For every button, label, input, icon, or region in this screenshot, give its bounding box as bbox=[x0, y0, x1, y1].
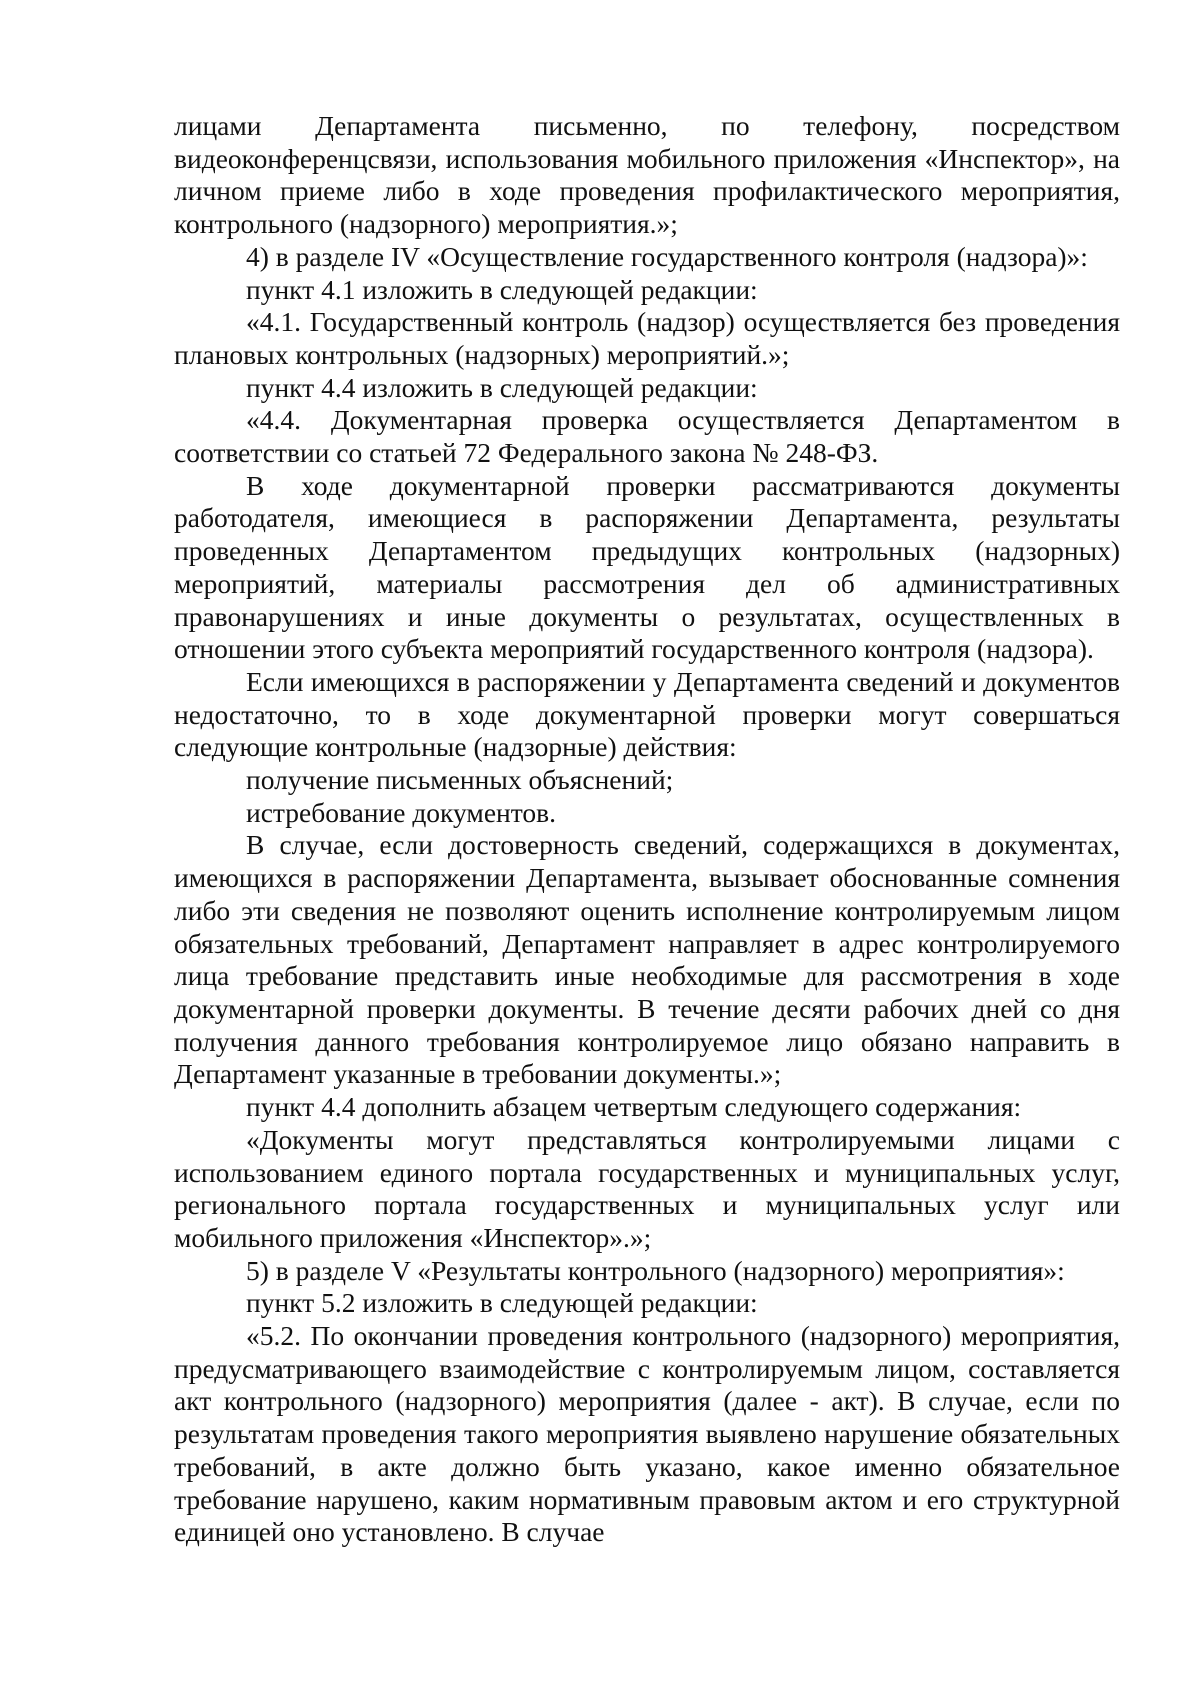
paragraph-6: «4.4. Документарная проверка осуществляется Департаментом в соответствии со статьей 72 Федерального закона № 248-ФЗ. bbox=[174, 404, 1120, 469]
paragraph-2: 4) в разделе IV «Осуществление государственного контроля (надзора)»: bbox=[246, 240, 1088, 272]
paragraph-11: В случае, если достоверность сведений, содержащихся в документах, имеющихся в распоряжении Департамента, вызывает обоснованные сомнения либо эти сведения не позволяют оценить исполнение контролируемым лицом обязательных требований, Департамент направляет в адрес контролируемого лица требование представить иные необходимые для рассмотрения в ходе документарной проверки документы. В течение десяти рабочих дней со дня получения данного требования контролируемое лицо обязано направить в Департамент указанные в требовании документы.»; bbox=[174, 829, 1120, 1090]
paragraph-10: истребование документов. bbox=[246, 796, 557, 828]
paragraph-16: «5.2. По окончании проведения контрольного (надзорного) мероприятия, предусматривающего взаимодействие с контролируемым лицом, составляется акт контрольного (надзорного) мероприятия (далее - акт). В случае, если по результатам проведения такого мероприятия выявлено нарушение обязательных требований, в акте должно быть указано, какое именно обязательное требование нарушено, каким нормативным правовым актом и его структурной единицей оно установлено. В случае bbox=[174, 1320, 1120, 1548]
paragraph-1: лицами Департамента письменно, по телефону, посредством видеоконференцсвязи, использования мобильного приложения «Инспектор», на личном приеме либо в ходе проведения профилактического мероприятия, контрольного (надзорного) мероприятия.»; bbox=[174, 110, 1120, 240]
paragraph-14: 5) в разделе V «Результаты контрольного (надзорного) мероприятия»: bbox=[246, 1254, 1065, 1286]
paragraph-13: «Документы могут представляться контролируемыми лицами с использованием единого портала государственных и муниципальных услуг, регионального портала государственных и муниципальных услуг или мобильного приложения «Инспектор».»; bbox=[174, 1123, 1120, 1253]
paragraph-4: «4.1. Государственный контроль (надзор) осуществляется без проведения плановых контрольных (надзорных) мероприятий.»; bbox=[174, 306, 1120, 370]
paragraph-5: пункт 4.4 изложить в следующей редакции: bbox=[246, 371, 758, 403]
paragraph-12: пункт 4.4 дополнить абзацем четвертым следующего содержания: bbox=[246, 1091, 1022, 1123]
paragraph-7: В ходе документарной проверки рассматриваются документы работодателя, имеющиеся в распоряжении Департамента, результаты проведенных Департаментом предыдущих контрольных (надзорных) мероприятий, материалы рассмотрения дел об административных правонарушениях и иные документы о результатах, осуществленных в отношении этого субъекта мероприятий государственного контроля (надзора). bbox=[174, 469, 1120, 665]
paragraph-15: пункт 5.2 изложить в следующей редакции: bbox=[246, 1287, 758, 1319]
paragraph-8: Если имеющихся в распоряжении у Департамента сведений и документов недостаточно, то в ходе документарной проверки могут совершаться следующие контрольные (надзорные) действия: bbox=[174, 665, 1120, 763]
paragraph-3: пункт 4.1 изложить в следующей редакции: bbox=[246, 273, 758, 305]
paragraph-9: получение письменных объяснений; bbox=[246, 764, 674, 796]
document-page bbox=[174, 110, 1120, 1549]
